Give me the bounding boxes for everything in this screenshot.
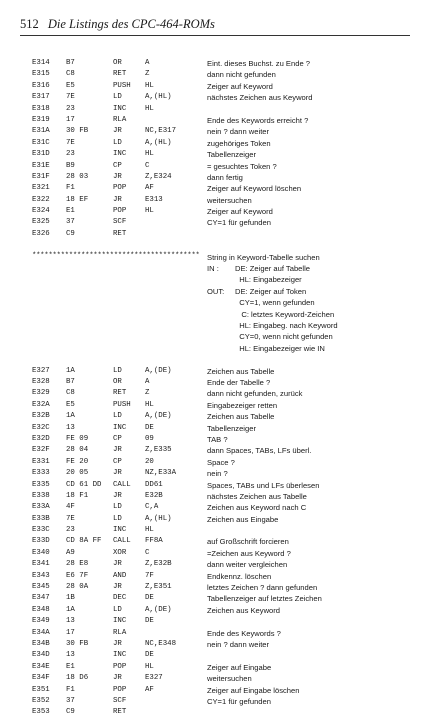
comment: weitersuchen xyxy=(207,195,252,205)
opcode-bytes: 17 xyxy=(66,628,75,637)
code-line xyxy=(32,605,417,616)
code-line xyxy=(32,115,417,126)
mnemonic: RET xyxy=(113,708,127,717)
mnemonic: JR xyxy=(113,674,122,683)
page-number: 512 xyxy=(20,17,39,31)
comment: Zeiger auf Keyword xyxy=(207,207,273,217)
opcode-bytes: 13 xyxy=(66,651,75,660)
code-line xyxy=(32,229,417,240)
mnemonic: CP xyxy=(113,161,122,170)
operand: Z,E324 xyxy=(145,172,172,181)
comment: Eingabezeiger retten xyxy=(207,400,278,410)
comment: CY=1 für gefunden xyxy=(207,696,271,706)
opcode-bytes: 18 EF xyxy=(66,195,89,204)
opcode-bytes: 17 xyxy=(66,115,75,124)
address: E31E xyxy=(32,161,50,170)
address: E343 xyxy=(32,571,50,580)
comment: Tabellenzeiger xyxy=(207,423,256,433)
comment: nein ? xyxy=(207,469,228,479)
mnemonic: INC xyxy=(113,104,127,113)
code-line xyxy=(32,491,417,502)
code-line xyxy=(32,172,417,183)
address: E33D xyxy=(32,537,50,546)
opcode-bytes: 18 F1 xyxy=(66,491,89,500)
operand: C,A xyxy=(145,503,159,512)
comment: Zeichen aus Tabelle xyxy=(207,412,275,422)
address: E331 xyxy=(32,457,50,466)
comment: Space ? xyxy=(207,457,235,467)
address: E33A xyxy=(32,503,50,512)
address: E34D xyxy=(32,651,50,660)
address: E31A xyxy=(32,127,50,136)
address: E315 xyxy=(32,70,50,79)
code-line xyxy=(32,206,417,217)
description-text: DE: Zeiger auf Token xyxy=(235,286,307,296)
code-line xyxy=(32,161,417,172)
mnemonic: JR xyxy=(113,195,122,204)
comment: Endkennz. löschen xyxy=(207,571,272,581)
code-line xyxy=(32,536,417,547)
comment: Zeichen aus Keyword nach C xyxy=(207,503,307,513)
description-text: CY=1, wenn gefunden xyxy=(235,298,315,308)
mnemonic: LD xyxy=(113,138,122,147)
address: E329 xyxy=(32,389,50,398)
operand: NC,E317 xyxy=(145,127,177,136)
description-text: CY=0, wenn nicht gefunden xyxy=(235,332,333,342)
mnemonic: CALL xyxy=(113,537,131,546)
code-line xyxy=(32,149,417,160)
code-line xyxy=(32,639,417,650)
address: E347 xyxy=(32,594,50,603)
address: E349 xyxy=(32,617,50,626)
code-line xyxy=(32,480,417,491)
comment: Ende des Keywords erreicht ? xyxy=(207,115,309,125)
description-text: DE: Zeiger auf Tabelle xyxy=(235,264,310,274)
comment: dann nicht gefunden, zurück xyxy=(207,389,303,399)
operand: A,(HL) xyxy=(145,138,172,147)
code-line xyxy=(32,388,417,399)
code-line xyxy=(32,582,417,593)
address: E32A xyxy=(32,400,50,409)
mnemonic: INC xyxy=(113,423,127,432)
code-line xyxy=(32,183,417,194)
operand: E313 xyxy=(145,195,163,204)
opcode-bytes: 23 xyxy=(66,150,75,159)
code-line xyxy=(32,377,417,388)
mnemonic: LD xyxy=(113,503,122,512)
operand: Z,E335 xyxy=(145,446,172,455)
opcode-bytes: 30 FB xyxy=(66,640,89,648)
opcode-bytes: 1A xyxy=(66,366,75,375)
code-line xyxy=(32,411,417,422)
operand: 20 xyxy=(145,457,154,466)
address: E31D xyxy=(32,150,50,159)
operand: Z xyxy=(145,389,150,398)
operand: NC,E348 xyxy=(145,640,177,648)
routine-description xyxy=(32,252,417,355)
address: E31C xyxy=(32,138,50,147)
code-line xyxy=(32,571,417,582)
opcode-bytes: 28 0A xyxy=(66,583,89,592)
operand: DE xyxy=(145,617,154,626)
code-line xyxy=(32,628,417,639)
operand: DE xyxy=(145,651,154,660)
io-prefix: IN : xyxy=(207,264,219,274)
mnemonic: RET xyxy=(113,229,127,238)
mnemonic: RET xyxy=(113,70,127,79)
operand: A,(HL) xyxy=(145,514,172,523)
code-line xyxy=(32,434,417,445)
address: E317 xyxy=(32,93,50,102)
address: E322 xyxy=(32,195,50,204)
address: E348 xyxy=(32,605,50,614)
comment: Zeiger auf Keyword löschen xyxy=(207,184,302,194)
description-text: String in Keyword-Tabelle suchen xyxy=(207,252,320,262)
code-line xyxy=(32,366,417,377)
mnemonic: JR xyxy=(113,172,122,181)
operand: Z,E351 xyxy=(145,583,172,592)
header-rule xyxy=(20,35,410,36)
comment: Zeichen aus Keyword xyxy=(207,605,281,615)
opcode-bytes: B7 xyxy=(66,59,75,67)
comment: =Zeichen aus Keyword ? xyxy=(207,548,291,558)
operand: E32B xyxy=(145,491,163,500)
code-line xyxy=(32,685,417,696)
listing-block-1 xyxy=(32,58,417,240)
mnemonic: RET xyxy=(113,389,127,398)
description-text: HL: Eingabeg. nach Keyword xyxy=(235,320,338,330)
operand: A xyxy=(145,378,150,387)
comment: Zeiger auf Keyword xyxy=(207,81,273,91)
opcode-bytes: CD 61 DD xyxy=(66,480,102,489)
mnemonic: JR xyxy=(113,127,122,136)
address: E33B xyxy=(32,514,50,523)
comment: nächstes Zeichen aus Keyword xyxy=(207,93,313,103)
opcode-bytes: B7 xyxy=(66,378,75,387)
opcode-bytes: C8 xyxy=(66,70,75,79)
opcode-bytes: 13 xyxy=(66,423,75,432)
operand: DE xyxy=(145,423,154,432)
code-line xyxy=(32,104,417,115)
mnemonic: PUSH xyxy=(113,81,131,90)
opcode-bytes: 7E xyxy=(66,93,75,102)
code-line xyxy=(32,423,417,434)
opcode-bytes: A9 xyxy=(66,548,75,557)
mnemonic: OR xyxy=(113,59,122,67)
address: E318 xyxy=(32,104,50,113)
opcode-bytes: 28 E8 xyxy=(66,560,89,569)
opcode-bytes: E1 xyxy=(66,662,75,671)
operand: A,(DE) xyxy=(145,412,172,421)
code-line xyxy=(32,81,417,92)
opcode-bytes: 1A xyxy=(66,605,75,614)
comment: nein ? dann weiter xyxy=(207,127,270,137)
mnemonic: JR xyxy=(113,560,122,569)
mnemonic: INC xyxy=(113,617,127,626)
mnemonic: XOR xyxy=(113,548,127,557)
opcode-bytes: E1 xyxy=(66,207,75,216)
opcode-bytes: C9 xyxy=(66,708,75,717)
opcode-bytes: F1 xyxy=(66,184,75,193)
operand: DD61 xyxy=(145,480,163,489)
comment: Ende der Tabelle ? xyxy=(207,378,271,388)
opcode-bytes: 30 FB xyxy=(66,127,89,136)
code-line xyxy=(32,662,417,673)
mnemonic: SCF xyxy=(113,696,127,705)
mnemonic: AND xyxy=(113,571,127,580)
operand: C xyxy=(145,548,150,557)
comment: = gesuchtes Token ? xyxy=(207,161,277,171)
address: E353 xyxy=(32,708,50,717)
operand: A xyxy=(145,59,150,67)
address: E321 xyxy=(32,184,50,193)
opcode-bytes: 4F xyxy=(66,503,75,512)
operand: HL xyxy=(145,104,154,113)
address: E352 xyxy=(32,696,50,705)
mnemonic: PUSH xyxy=(113,400,131,409)
mnemonic: JR xyxy=(113,446,122,455)
address: E34B xyxy=(32,640,50,648)
mnemonic: POP xyxy=(113,685,127,694)
mnemonic: JR xyxy=(113,469,122,478)
address: E338 xyxy=(32,491,50,500)
operand: HL xyxy=(145,150,154,159)
comment: Tabellenzeiger xyxy=(207,150,256,160)
comment: TAB ? xyxy=(207,434,228,444)
opcode-bytes: C8 xyxy=(66,389,75,398)
opcode-bytes: 1A xyxy=(66,412,75,421)
listing-block-2 xyxy=(32,366,417,719)
code-line xyxy=(32,593,417,604)
mnemonic: INC xyxy=(113,526,127,535)
mnemonic: RLA xyxy=(113,115,127,124)
opcode-bytes: 1B xyxy=(66,594,75,603)
code-line xyxy=(32,217,417,228)
code-line xyxy=(32,195,417,206)
code-line xyxy=(32,58,417,69)
opcode-bytes: CD 8A FF xyxy=(66,537,102,546)
opcode-bytes: E6 7F xyxy=(66,571,89,580)
opcode-bytes: 37 xyxy=(66,696,75,705)
comment: dann nicht gefunden xyxy=(207,70,276,80)
comment: Tabellenzeiger auf letztes Zeichen xyxy=(207,594,322,604)
comment: dann Spaces, TABs, LFs überl. xyxy=(207,446,312,456)
blank-line xyxy=(32,354,417,365)
address: E345 xyxy=(32,583,50,592)
mnemonic: OR xyxy=(113,378,122,387)
address: E32B xyxy=(32,412,50,421)
address: E335 xyxy=(32,480,50,489)
code-line xyxy=(32,457,417,468)
comment: dann fertig xyxy=(207,172,243,182)
comment: auf Großschrift forcieren xyxy=(207,537,289,547)
address: E340 xyxy=(32,548,50,557)
comment: dann weiter vergleichen xyxy=(207,560,288,570)
description-text: HL: Eingabezeiger wie IN xyxy=(235,343,325,353)
code-line xyxy=(32,445,417,456)
opcode-bytes: 7E xyxy=(66,138,75,147)
address: E333 xyxy=(32,469,50,478)
address: E319 xyxy=(32,115,50,124)
address: E327 xyxy=(32,366,50,375)
opcode-bytes: 20 05 xyxy=(66,469,89,478)
opcode-bytes: B9 xyxy=(66,161,75,170)
address: E32C xyxy=(32,423,50,432)
mnemonic: SCF xyxy=(113,218,127,227)
operand: C xyxy=(145,161,150,170)
operand: HL xyxy=(145,662,154,671)
operand: Z,E32B xyxy=(145,560,172,569)
code-line xyxy=(32,616,417,627)
address: E33C xyxy=(32,526,50,535)
mnemonic: INC xyxy=(113,150,127,159)
operand: AF xyxy=(145,685,154,694)
code-line xyxy=(32,525,417,536)
address: E328 xyxy=(32,378,50,387)
code-line xyxy=(32,92,417,103)
operand: HL xyxy=(145,207,154,216)
operand: A,(HL) xyxy=(145,93,172,102)
address: E34F xyxy=(32,674,50,683)
mnemonic: JR xyxy=(113,491,122,500)
comment: Zeichen aus Tabelle xyxy=(207,366,275,376)
operand: AF xyxy=(145,184,154,193)
opcode-bytes: FE 09 xyxy=(66,434,89,443)
operand: FF8A xyxy=(145,537,163,546)
code-line xyxy=(32,514,417,525)
operand: E327 xyxy=(145,674,163,683)
comment: zugehöriges Token xyxy=(207,138,271,148)
comment: CY=1 für gefunden xyxy=(207,218,271,228)
code-line xyxy=(32,468,417,479)
mnemonic: POP xyxy=(113,184,127,193)
code-line xyxy=(32,650,417,661)
address: E34E xyxy=(32,662,50,671)
opcode-bytes: 23 xyxy=(66,104,75,113)
mnemonic: CALL xyxy=(113,480,131,489)
comment: Ende des Keywords ? xyxy=(207,628,281,638)
mnemonic: POP xyxy=(113,207,127,216)
address: E31F xyxy=(32,172,50,181)
code-line xyxy=(32,400,417,411)
code-line xyxy=(32,673,417,684)
mnemonic: CP xyxy=(113,457,122,466)
comment: Zeiger auf Eingabe löschen xyxy=(207,685,300,695)
operand: HL xyxy=(145,526,154,535)
address: E324 xyxy=(32,207,50,216)
code-line xyxy=(32,696,417,707)
asterisk-banner: ***************************************** xyxy=(32,251,200,260)
mnemonic: LD xyxy=(113,93,122,102)
opcode-bytes: 13 xyxy=(66,617,75,626)
operand: HL xyxy=(145,81,154,90)
mnemonic: LD xyxy=(113,514,122,523)
assembly-listing xyxy=(32,58,417,719)
comment: nächstes Zeichen aus Tabelle xyxy=(207,491,307,501)
operand: NZ,E33A xyxy=(145,469,177,478)
opcode-bytes: 28 04 xyxy=(66,446,89,455)
comment: weitersuchen xyxy=(207,674,252,684)
code-line xyxy=(32,548,417,559)
opcode-bytes: 7E xyxy=(66,514,75,523)
operand: HL xyxy=(145,400,154,409)
comment: nein ? dann weiter xyxy=(207,640,270,649)
address: E316 xyxy=(32,81,50,90)
address: E32F xyxy=(32,446,50,455)
address: E341 xyxy=(32,560,50,569)
io-prefix: OUT: xyxy=(207,286,225,296)
code-line xyxy=(32,69,417,80)
comment: Spaces, TABs und LFs überlesen xyxy=(207,480,320,490)
mnemonic: LD xyxy=(113,412,122,421)
operand: 09 xyxy=(145,434,154,443)
code-line xyxy=(32,138,417,149)
mnemonic: CP xyxy=(113,434,122,443)
mnemonic: POP xyxy=(113,662,127,671)
mnemonic: INC xyxy=(113,651,127,660)
mnemonic: JR xyxy=(113,583,122,592)
opcode-bytes: E5 xyxy=(66,400,75,409)
mnemonic: DEC xyxy=(113,594,127,603)
comment: Eint. dieses Buchst. zu Ende ? xyxy=(207,59,310,68)
address: E325 xyxy=(32,218,50,227)
code-line xyxy=(32,559,417,570)
opcode-bytes: 28 03 xyxy=(66,172,89,181)
opcode-bytes: FE 20 xyxy=(66,457,89,466)
mnemonic: LD xyxy=(113,605,122,614)
opcode-bytes: F1 xyxy=(66,685,75,694)
mnemonic: RLA xyxy=(113,628,127,637)
address: E326 xyxy=(32,229,50,238)
operand: A,(DE) xyxy=(145,605,172,614)
blank-line xyxy=(32,240,417,251)
opcode-bytes: E5 xyxy=(66,81,75,90)
code-line xyxy=(32,126,417,137)
comment: letztes Zeichen ? dann gefunden xyxy=(207,583,318,593)
opcode-bytes: 18 D6 xyxy=(66,674,89,683)
opcode-bytes: C9 xyxy=(66,229,75,238)
address: E32D xyxy=(32,434,50,443)
address: E314 xyxy=(32,59,50,67)
page-header xyxy=(20,13,410,35)
comment: Zeiger auf Eingabe xyxy=(207,662,272,672)
opcode-bytes: 37 xyxy=(66,218,75,227)
address: E351 xyxy=(32,685,50,694)
operand: Z xyxy=(145,70,150,79)
page-title: Die Listings des CPC-464-ROMs xyxy=(47,17,215,31)
comment: Zeichen aus Eingabe xyxy=(207,514,279,524)
description-text: C: letztes Keyword-Zeichen xyxy=(235,309,335,319)
operand: 7F xyxy=(145,571,154,580)
code-line xyxy=(32,502,417,513)
mnemonic: LD xyxy=(113,366,122,375)
description-text: HL: Eingabezeiger xyxy=(235,275,302,285)
opcode-bytes: 23 xyxy=(66,526,75,535)
operand: DE xyxy=(145,594,154,603)
address: E34A xyxy=(32,628,50,637)
mnemonic: JR xyxy=(113,640,122,648)
code-line xyxy=(32,707,417,718)
operand: A,(DE) xyxy=(145,366,172,375)
